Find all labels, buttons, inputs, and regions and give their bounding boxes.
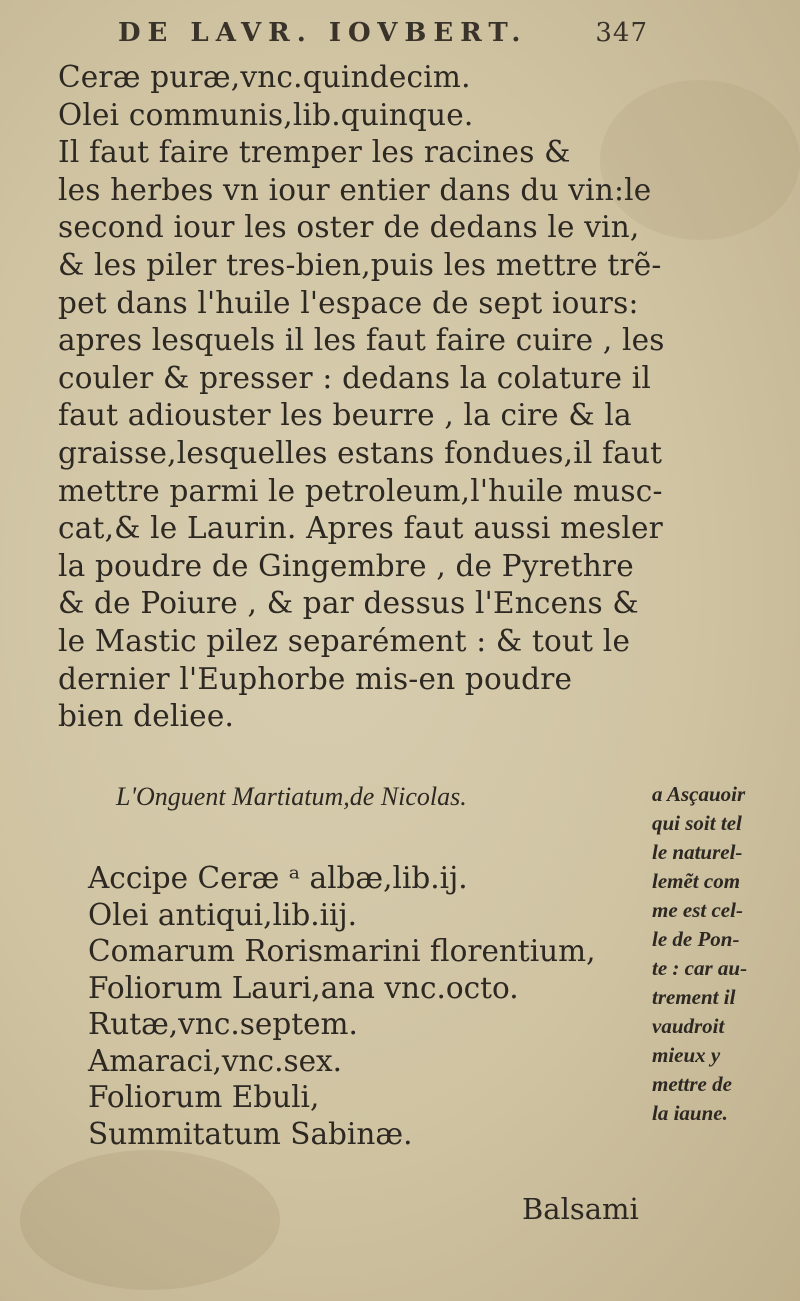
text-line: bien deliee.	[58, 699, 235, 734]
margin-note-line: le de Pon-	[652, 927, 740, 951]
section-heading: L'Onguent Martiatum,de Nicolas.	[116, 782, 467, 811]
text-line: Il faut faire tremper les racines &	[58, 135, 571, 170]
text-line: le Mastic pilez separément : & tout le	[58, 624, 631, 658]
text-line: graisse,lesquelles estans fondues,il faut	[58, 436, 663, 470]
recipe-line: Foliorum Lauri,ana vnc.octo.	[88, 970, 519, 1005]
recipe-line: Amaraci,vnc.sex.	[88, 1043, 343, 1078]
text-line: second iour les oster de dedans le vin,	[58, 210, 640, 245]
recipe-line: Accipe Ceræ ᵃ albæ,lib.ij.	[88, 861, 468, 895]
text-line: la poudre de Gingembre , de Pyrethre	[58, 548, 634, 583]
page-stain	[20, 1150, 280, 1290]
text-line: dernier l'Euphorbe mis-en poudre	[58, 661, 573, 696]
page-number: 347	[595, 18, 648, 48]
text-line: faut adiouster les beurre , la cire & la	[58, 398, 632, 433]
margin-note-line: te : car au-	[652, 956, 748, 980]
text-line: mettre parmi le petroleum,l'huile musc-	[58, 473, 663, 508]
margin-note-line: lemẽt com	[652, 869, 741, 893]
text-line: Olei communis,lib.quinque.	[58, 97, 474, 132]
margin-note-line: qui soit tel	[652, 811, 742, 835]
margin-note-line: me est cel-	[652, 898, 743, 922]
text-line: pet dans l'huile l'espace de sept iours:	[58, 285, 639, 320]
recipe-line: Foliorum Ebuli,	[88, 1080, 320, 1114]
text-line: Ceræ puræ,vnc.quindecim.	[58, 60, 471, 94]
text-line: apres lesquels il les faut faire cuire , les	[58, 323, 665, 358]
text-line: les herbes vn iour entier dans du vin:le	[58, 172, 652, 207]
recipe-line: Olei antiqui,lib.iij.	[88, 897, 357, 932]
margin-note-line: vaudroit	[652, 1014, 725, 1038]
margin-note-line: la iaune.	[652, 1101, 728, 1125]
recipe-line: Comarum Rorismarini florentium,	[88, 934, 596, 968]
text-line: & de Poiure , & par dessus l'Encens &	[58, 586, 639, 621]
running-title: DE LAVR. IOVBERT.	[118, 18, 528, 48]
text-line: couler & presser : dedans la colature il	[58, 360, 651, 395]
recipe-line: Summitatum Sabinæ.	[88, 1116, 413, 1151]
margin-note-line: trement il	[652, 985, 736, 1009]
catchword: Balsami	[522, 1192, 639, 1226]
recipe-line: Rutæ,vnc.septem.	[88, 1007, 358, 1041]
running-header	[118, 18, 648, 50]
margin-note-line: mieux y	[652, 1043, 721, 1067]
margin-note	[652, 780, 797, 1128]
text-line: cat,& le Laurin. Apres faut aussi mesler	[58, 511, 663, 546]
margin-note-line: a Asçauoir	[652, 782, 746, 806]
text-line: & les piler tres-bien,puis les mettre trẽ-	[58, 248, 662, 282]
margin-note-line: le naturel-	[652, 840, 743, 864]
margin-note-line: mettre de	[652, 1072, 732, 1096]
